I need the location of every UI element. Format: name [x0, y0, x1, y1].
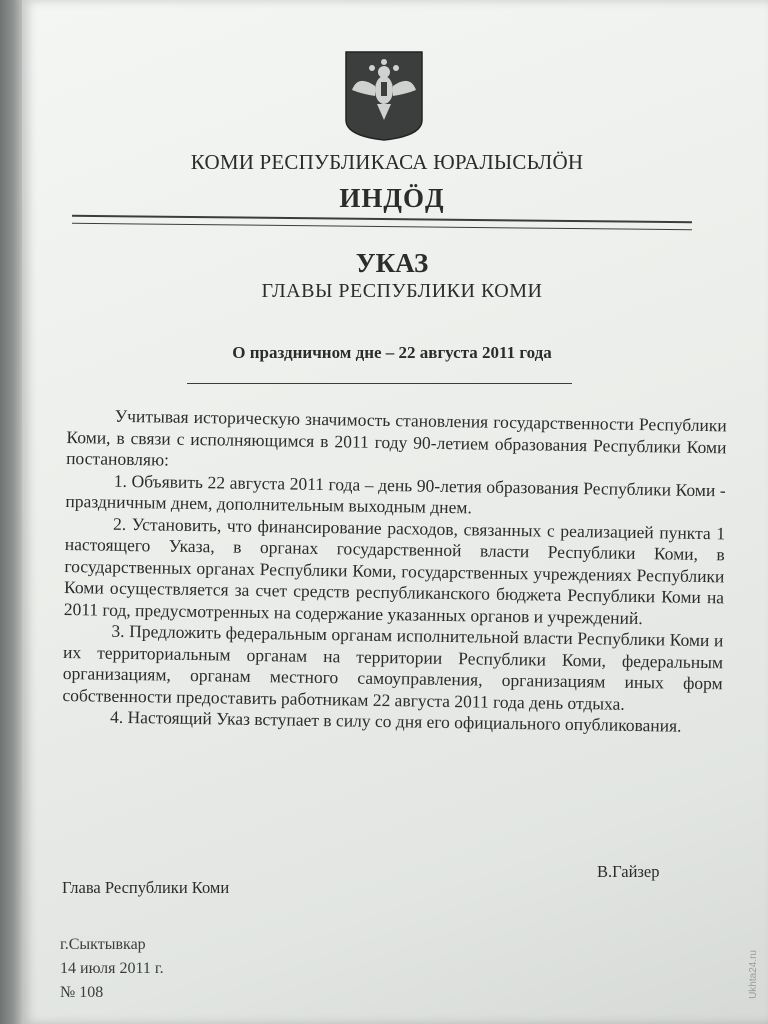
document-page [22, 0, 768, 1024]
subject-underline [187, 383, 572, 384]
watermark-text: Ukhta24.ru [748, 950, 759, 999]
org-title-komi: ИНДÖД [339, 183, 445, 213]
clause-4-paragraph: 4. Настоящий Указ вступает в силу со дня его официального опубликования. [109, 706, 682, 736]
decree-number: № 108 [60, 984, 104, 1001]
decree-subtitle: ГЛАВЫ РЕСПУБЛИКИ КОМИ [261, 280, 543, 302]
place-city: г.Сыктывкар [60, 936, 146, 953]
clause-1-paragraph: 1. Объявить 22 августа 2011 года – день 90-летия образования Республики Коми - праздничным днем, дополнительным выходным днем. [65, 470, 726, 518]
clause-2-paragraph: 2. Установить, что финансирование расходов, связанных с реализацией пункта 1 настоящего Указа, в органах государственной власти Республики Коми, в государственных органах Республики Коми, государственных учреждениях Республики Коми осуществляется за счет средств республиканского бюджета Республики Коми на 2011 год, предусмотренных на содержание указанных органов и учреждений. [63, 513, 726, 628]
org-name-komi: КОМИ РЕСПУБЛИКАСА ЮРАЛЫСЬЛÖН [190, 150, 584, 174]
clause-3-paragraph: 3. Предложить федеральным органам исполнительной власти Республики Коми и их территориальным органам на территории Республики Коми, федеральным организациям, органам местного самоуправления, организациям иных форм собственности предоставить работникам 22 августа 2011 года день отдыха. [62, 620, 724, 714]
decree-body [62, 405, 727, 738]
place-date-number [60, 933, 164, 1005]
signer-name: В.Гайзер [597, 862, 660, 881]
preamble-paragraph: Учитывая историческую значимость становления государственности Республики Коми, в связи с исполняющимся в 2011 году 90-летием образования Республики Коми постановляю: [66, 405, 727, 470]
coat-of-arms-komi-icon [344, 50, 424, 142]
decree-subject: О праздничном дне – 22 августа 2011 года [232, 343, 552, 362]
signer-title: Глава Республики Коми [62, 878, 230, 897]
book-binding [0, 0, 22, 1024]
header-divider [72, 215, 692, 230]
decree-date: 14 июля 2011 г. [60, 960, 164, 977]
decree-title: УКАЗ [355, 248, 429, 278]
